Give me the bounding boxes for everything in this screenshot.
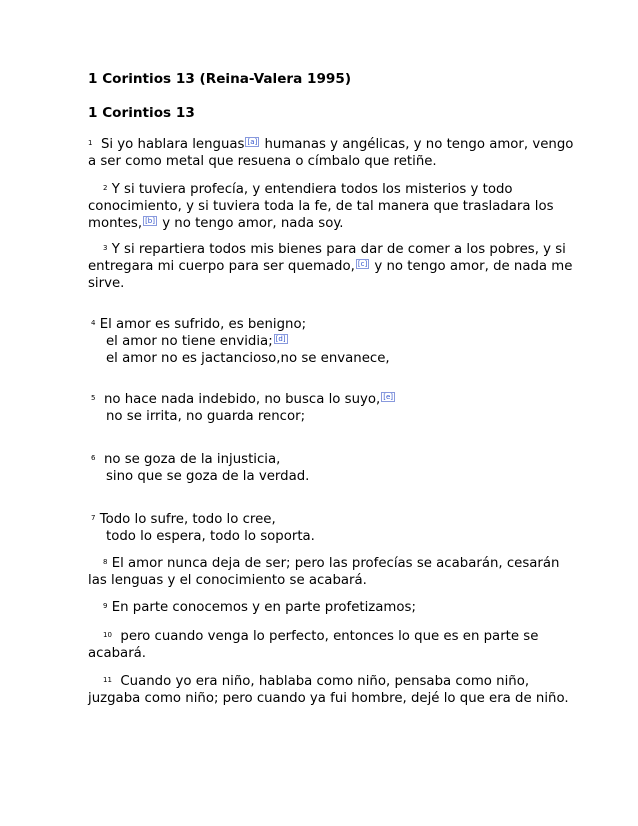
verse-text: En parte conocemos y en parte profetizamos; — [111, 600, 416, 615]
verse-8-line-1 — [103, 555, 559, 573]
verse-number: 7 — [91, 514, 96, 522]
verse-11-line-2: juzgaba como niño; pero cuando ya fui hombre, dejé lo que era de niño. — [88, 691, 569, 706]
verse-text: no hace nada indebido, no busca lo suyo, — [103, 392, 381, 407]
verse-number: 9 — [103, 602, 108, 610]
verse-text: El amor es sufrido, es benigno; — [99, 317, 307, 332]
verse-text: humanas y angélicas, y no tengo amor, vengo — [260, 137, 574, 152]
verse-2-line-2: conocimiento, y si tuviera toda la fe, de tal manera que trasladara los — [88, 199, 554, 214]
footnote-link-c[interactable]: [c] — [357, 260, 368, 268]
verse-text: Todo lo sufre, todo lo cree, — [99, 512, 276, 527]
verse-number: 1 — [88, 139, 93, 147]
verse-text: entregara mi cuerpo para ser quemado, — [88, 259, 355, 274]
verse-number: 8 — [103, 558, 108, 566]
verse-text: montes, — [88, 216, 143, 231]
verse-text: El amor nunca deja de ser; pero las profecías se acabarán, cesarán — [111, 556, 560, 571]
verse-number: 4 — [91, 319, 96, 327]
verse-text: no se goza de la injusticia, — [103, 452, 281, 467]
document-title: 1 Corintios 13 (Reina-Valera 1995) — [88, 71, 352, 87]
footnote-link-a[interactable]: [a] — [247, 138, 258, 146]
verse-8-line-2: las lenguas y el conocimiento se acabará. — [88, 573, 367, 588]
verse-number: 10 — [103, 631, 112, 639]
verse-text: pero cuando venga lo perfecto, entonces lo que es en parte se — [120, 629, 539, 644]
verse-7-line-1 — [91, 511, 276, 529]
footnote-link-e[interactable]: [e] — [383, 393, 394, 401]
verse-3-line-1 — [103, 241, 566, 259]
verse-text: el amor no tiene envidia; — [106, 334, 273, 349]
footnote-link-d[interactable]: [d] — [275, 335, 286, 343]
verse-text: y no tengo amor, de nada me — [370, 259, 573, 274]
verse-4-line-1 — [91, 316, 306, 334]
verse-number: 2 — [103, 184, 108, 192]
verse-11-line-1 — [103, 673, 529, 691]
verse-text: Cuando yo era niño, hablaba como niño, pensaba como niño, — [120, 674, 530, 689]
chapter-heading: 1 Corintios 13 — [88, 105, 195, 121]
verse-text: Y si repartiera todos mis bienes para dar de comer a los pobres, y si — [111, 242, 566, 257]
verse-5-line-1 — [91, 391, 396, 409]
verse-number: 11 — [103, 676, 112, 684]
verse-4-line-3: el amor no es jactancioso,no se envanece, — [106, 351, 390, 366]
verse-5-line-2: no se irrita, no guarda rencor; — [106, 409, 306, 424]
verse-number: 6 — [91, 454, 96, 462]
verse-3-line-2 — [88, 258, 572, 276]
verse-7-line-2: todo lo espera, todo lo soporta. — [106, 529, 315, 544]
verse-10-line-2: acabará. — [88, 646, 147, 661]
verse-4-line-2 — [106, 333, 289, 351]
verse-2-line-1 — [103, 181, 513, 199]
footnote-link-b[interactable]: [b] — [145, 217, 155, 225]
verse-6-line-1 — [91, 451, 280, 469]
verse-number: 3 — [103, 244, 108, 252]
verse-number: 5 — [91, 394, 96, 402]
verse-2-line-3 — [88, 215, 344, 233]
verse-9-line-1 — [103, 599, 416, 617]
verse-3-line-3: sirve. — [88, 276, 125, 291]
verse-text: Y si tuviera profecía, y entendiera todos los misterios y todo — [111, 182, 513, 197]
verse-1-line-1 — [88, 136, 573, 154]
verse-10-line-1 — [103, 628, 538, 646]
verse-text: y no tengo amor, nada soy. — [157, 216, 344, 231]
verse-6-line-2: sino que se goza de la verdad. — [106, 469, 310, 484]
verse-text: Si yo hablara lenguas — [100, 137, 245, 152]
verse-1-line-2: a ser como metal que resuena o címbalo que retiñe. — [88, 154, 437, 169]
